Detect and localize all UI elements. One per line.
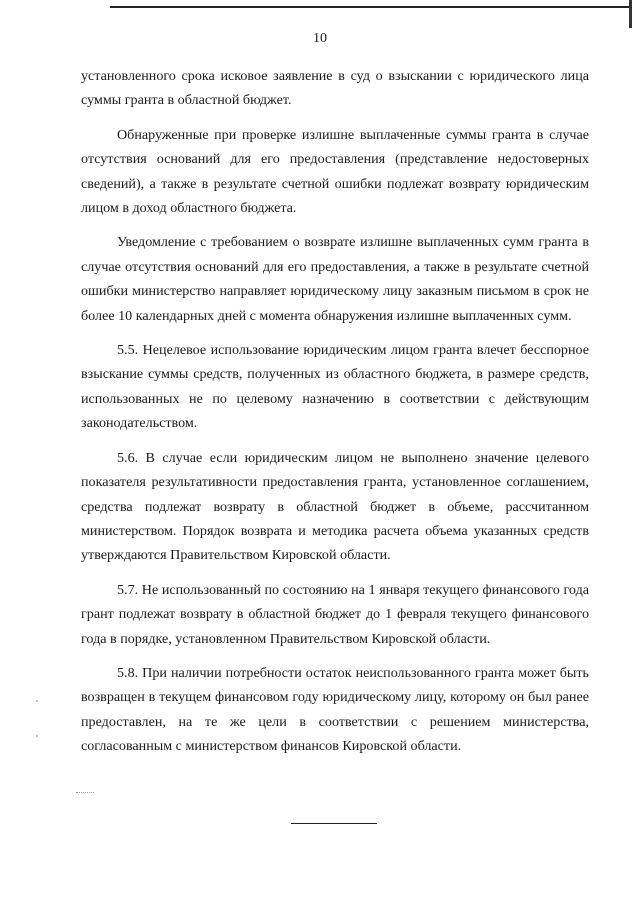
paragraph-5-6: 5.6. В случае если юридическим лицом не выполнено значение целевого показателя результативности предоставления гранта, установленное соглашением, средства подлежат возврату в областной бюджет в объеме, рассчитанном министерством. Порядок возврата и методика расчета объема указанных средств утверждаются Правительством Кировской области. [81, 449, 589, 564]
paragraph-continuation: установленного срока исковое заявление в суд о взыскании с юридического лица суммы гранта в областной бюджет. [81, 68, 589, 109]
right-scan-edge-mark [629, 0, 632, 28]
scan-speck [36, 735, 38, 737]
margin-mark [76, 792, 94, 794]
document-body [81, 64, 589, 769]
top-scan-edge-line [110, 6, 630, 8]
paragraph-overpaid-sums: Обнаруженные при проверке излишне выплаченные суммы гранта в случае отсутствия оснований для его предоставления (представление недостоверных сведений), а также в результате счетной ошибки подлежат возврату юридическим лицом в доход областного бюджета. [81, 126, 589, 217]
paragraph-5-8: 5.8. При наличии потребности остаток неиспользованного гранта может быть возвращен в текущем финансовом году юридическому лицу, которому он был ранее предоставлен, на те же цели в соответствии с решением министерства, согласованным с министерством финансов Кировской области. [81, 664, 589, 755]
paragraph-notification: Уведомление с требованием о возврате излишне выплаченных сумм гранта в случае отсутствия оснований для его предоставления, а также в результате счетной ошибки министерство направляет юридическому лицу заказным письмом в срок не более 10 календарных дней с момента обнаружения излишне выплаченных сумм. [81, 234, 589, 324]
scan-speck [36, 700, 38, 702]
end-of-text-rule [291, 823, 377, 824]
page-number: 10 [313, 31, 327, 46]
paragraph-5-7: 5.7. Не использованный по состоянию на 1 января текущего финансового года грант подлежат возврату в областной бюджет до 1 февраля текущего финансового года в порядке, установленном Правительством Кировской области. [81, 581, 589, 647]
paragraph-5-5: 5.5. Нецелевое использование юридическим лицом гранта влечет бесспорное взыскание суммы средств, полученных из областного бюджета, в размере средств, использованных не по целевому назначению в соответствии с действующим законодательством. [81, 342, 589, 432]
